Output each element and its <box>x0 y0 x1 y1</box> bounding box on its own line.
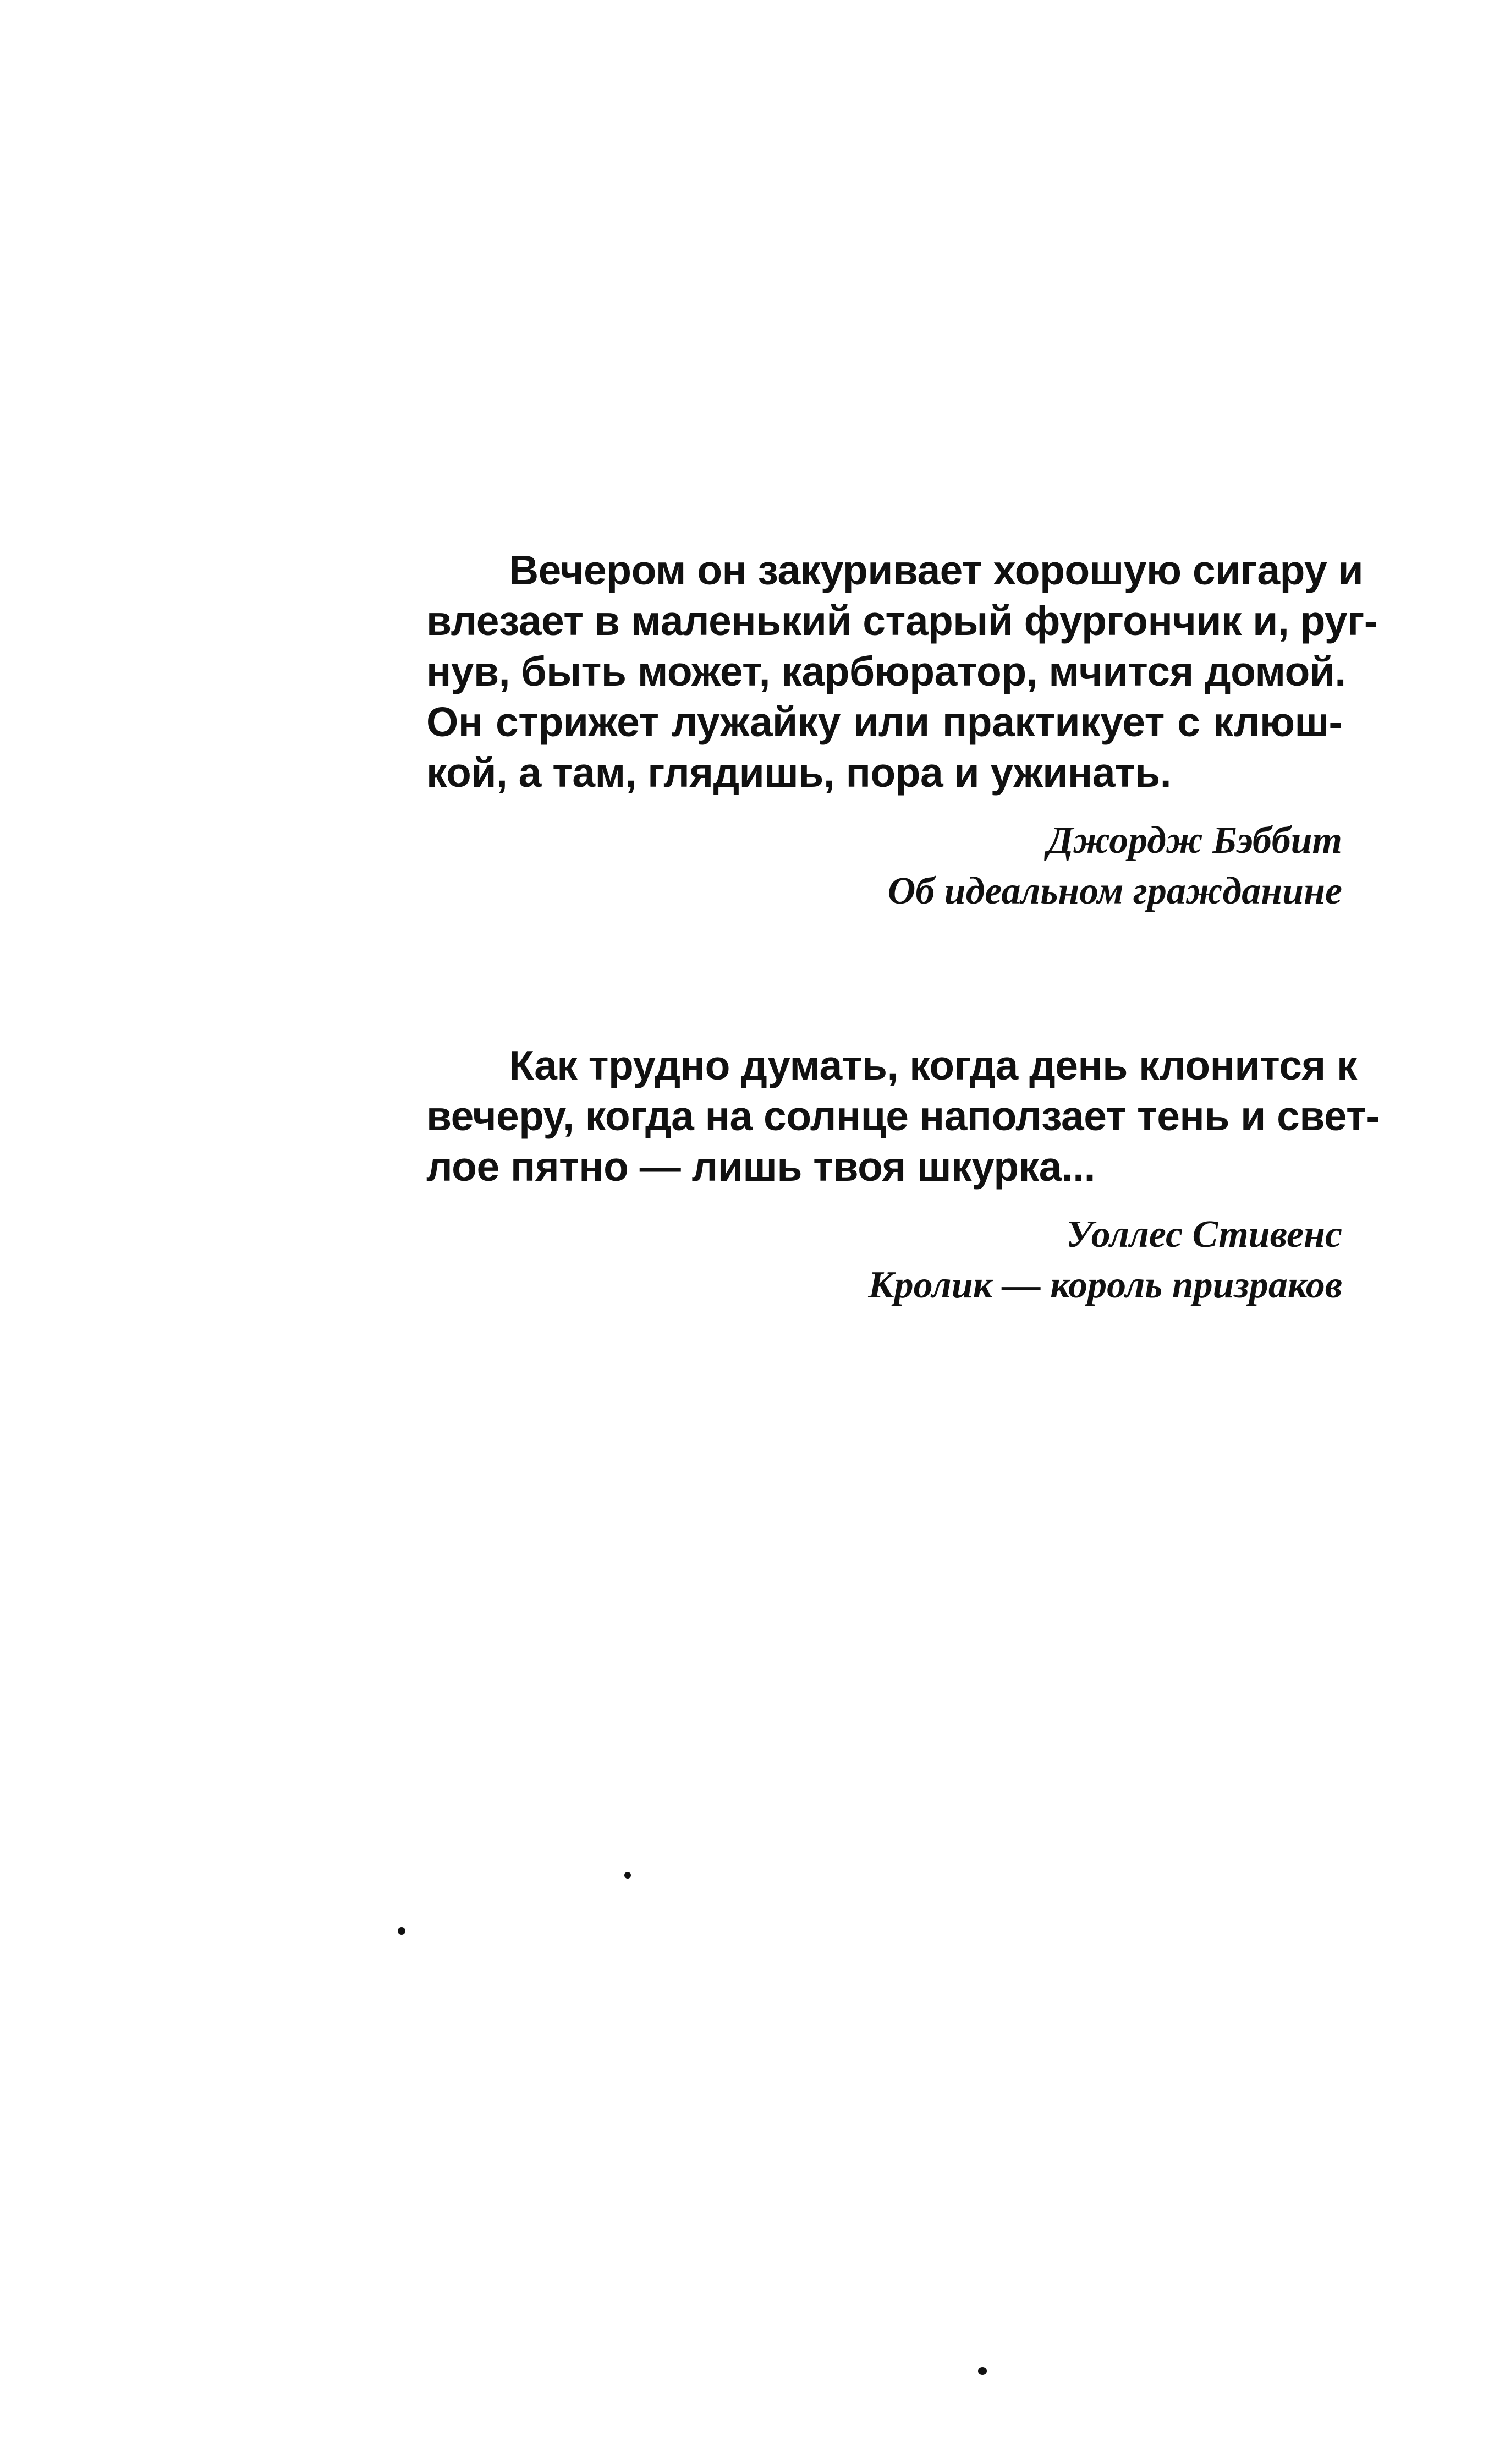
epigraph-attribution <box>426 815 1342 917</box>
epigraph-babbitt <box>426 545 1378 917</box>
epigraph-quote <box>426 545 1378 798</box>
quote-line: Вечером он закуривает хорошую сигару и <box>509 547 1364 593</box>
quote-line: лое пятно — лишь твоя шкурка... <box>426 1143 1095 1190</box>
epigraph-author: Уоллес Стивенс <box>1066 1213 1342 1256</box>
quote-line: Как трудно думать, когда день клонится к <box>509 1042 1358 1088</box>
quote-line: Он стрижет лужайку или практикует с клюш- <box>426 699 1342 745</box>
scan-speck <box>624 1872 631 1879</box>
scan-speck <box>978 2367 987 2375</box>
quote-line: вечеру, когда на солнце наползает тень и свет- <box>426 1093 1380 1139</box>
epigraph-author: Джордж Бэббит <box>1047 819 1342 862</box>
quote-line: влезает в маленький старый фургончик и, руг- <box>426 598 1378 644</box>
epigraph-stevens <box>426 1040 1380 1311</box>
quote-line: кой, а там, глядишь, пора и ужинать. <box>426 749 1172 796</box>
epigraph-attribution <box>426 1209 1342 1311</box>
scan-speck <box>398 1927 405 1935</box>
epigraph-source: Кролик — король призраков <box>868 1264 1342 1306</box>
epigraph-quote <box>426 1040 1380 1192</box>
quote-line: нув, быть может, карбюратор, мчится домой. <box>426 648 1346 694</box>
epigraph-source: Об идеальном гражданине <box>887 870 1342 912</box>
